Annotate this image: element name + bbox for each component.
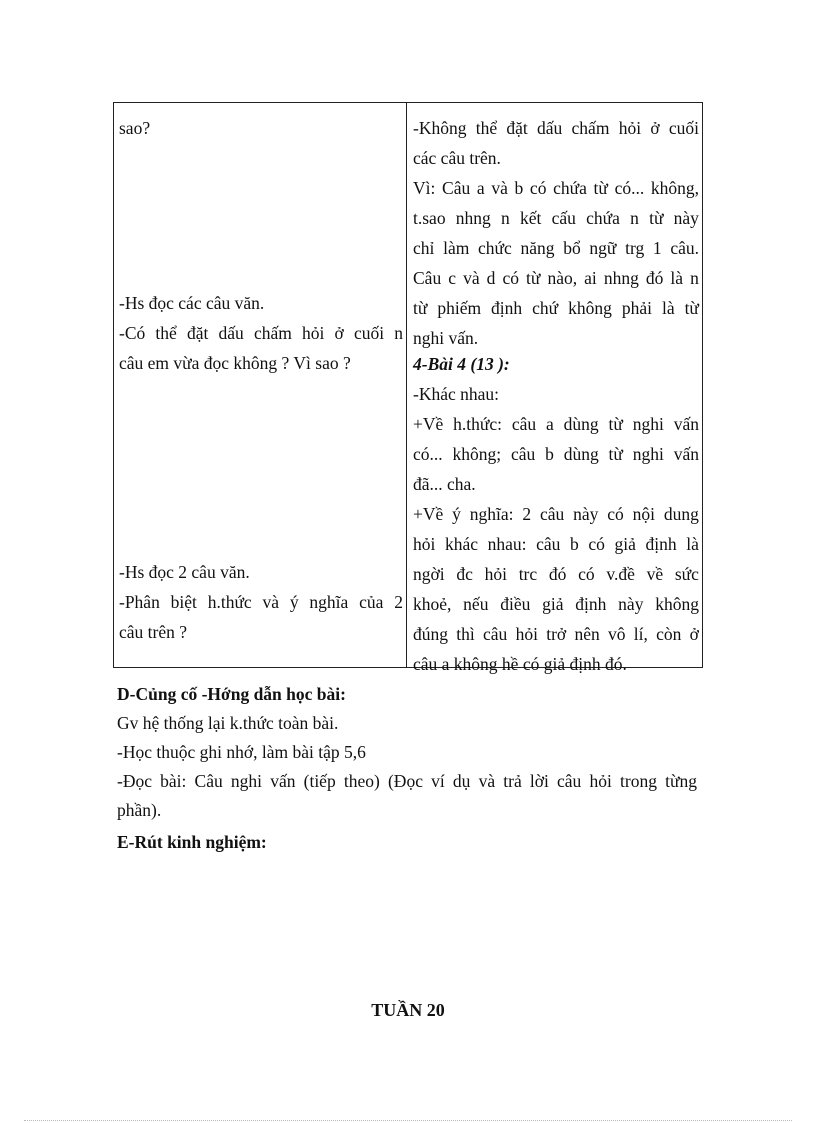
text-line: Vì: Câu a và b có chứa từ có... không, — [413, 178, 699, 198]
text-line: +Về ý nghĩa: 2 câu này có nội dung — [413, 504, 699, 524]
text-line: +Về h.thức: câu a dùng từ nghi vấn — [413, 414, 699, 434]
text-line: t.sao nhng n kết cấu chứa n từ này — [413, 208, 699, 228]
page-edge-dots — [24, 1120, 792, 1121]
week-title: TUẦN 20 — [371, 1000, 445, 1020]
text-line: đúng thì câu hỏi trở nên vô lí, còn ở — [413, 624, 699, 644]
text-line: câu trên ? — [119, 622, 188, 642]
text-line: -Hs đọc các câu văn. — [119, 293, 265, 313]
text-line: sao? — [119, 118, 151, 138]
text-line: -Không thể đặt dấu chấm hỏi ở cuối — [413, 118, 699, 138]
text-line: chỉ làm chức năng bổ ngữ trg 1 câu. — [413, 238, 699, 258]
text-line: -Phân biệt h.thức và ý nghĩa của 2 — [119, 592, 403, 612]
note-line: D-Củng cố -Hớng dẫn học bài: — [117, 684, 346, 704]
text-line: câu a không hề có giả định đó. — [413, 654, 627, 674]
text-line: đã... cha. — [413, 474, 476, 494]
text-line: -Có thể đặt dấu chấm hỏi ở cuối n — [119, 323, 403, 343]
text-line: -Hs đọc 2 câu văn. — [119, 562, 250, 582]
note-line: -Học thuộc ghi nhớ, làm bài tập 5,6 — [117, 742, 366, 762]
text-line: -Khác nhau: — [413, 384, 500, 404]
note-line: -Đọc bài: Câu nghi vấn (tiếp theo) (Đọc ví dụ và trả lời câu hỏi trong từng — [117, 771, 697, 791]
text-line: câu em vừa đọc không ? Vì sao ? — [119, 353, 351, 373]
text-line: các câu trên. — [413, 148, 501, 168]
text-line: khoẻ, nếu điều giả định này không — [413, 594, 699, 614]
text-line: hỏi khác nhau: câu b có giả định là — [413, 534, 699, 554]
column-divider — [406, 103, 407, 667]
lesson-table — [113, 102, 703, 674]
text-line: ngời đc hỏi trc đó có v.đề về sức — [413, 564, 699, 584]
text-line: 4-Bài 4 (13 ): — [413, 354, 510, 374]
note-line: phần). — [117, 800, 162, 820]
text-line: từ phiếm định chứ không phải là từ — [413, 298, 699, 318]
text-line: nghi vấn. — [413, 328, 479, 348]
text-line: có... không; câu b dùng từ nghi vấn — [413, 444, 699, 464]
text-line: Câu c và d có từ nào, ai nhng đó là n — [413, 268, 699, 288]
note-line: E-Rút kinh nghiệm: — [117, 832, 267, 852]
note-line: Gv hệ thống lại k.thức toàn bài. — [117, 713, 339, 733]
